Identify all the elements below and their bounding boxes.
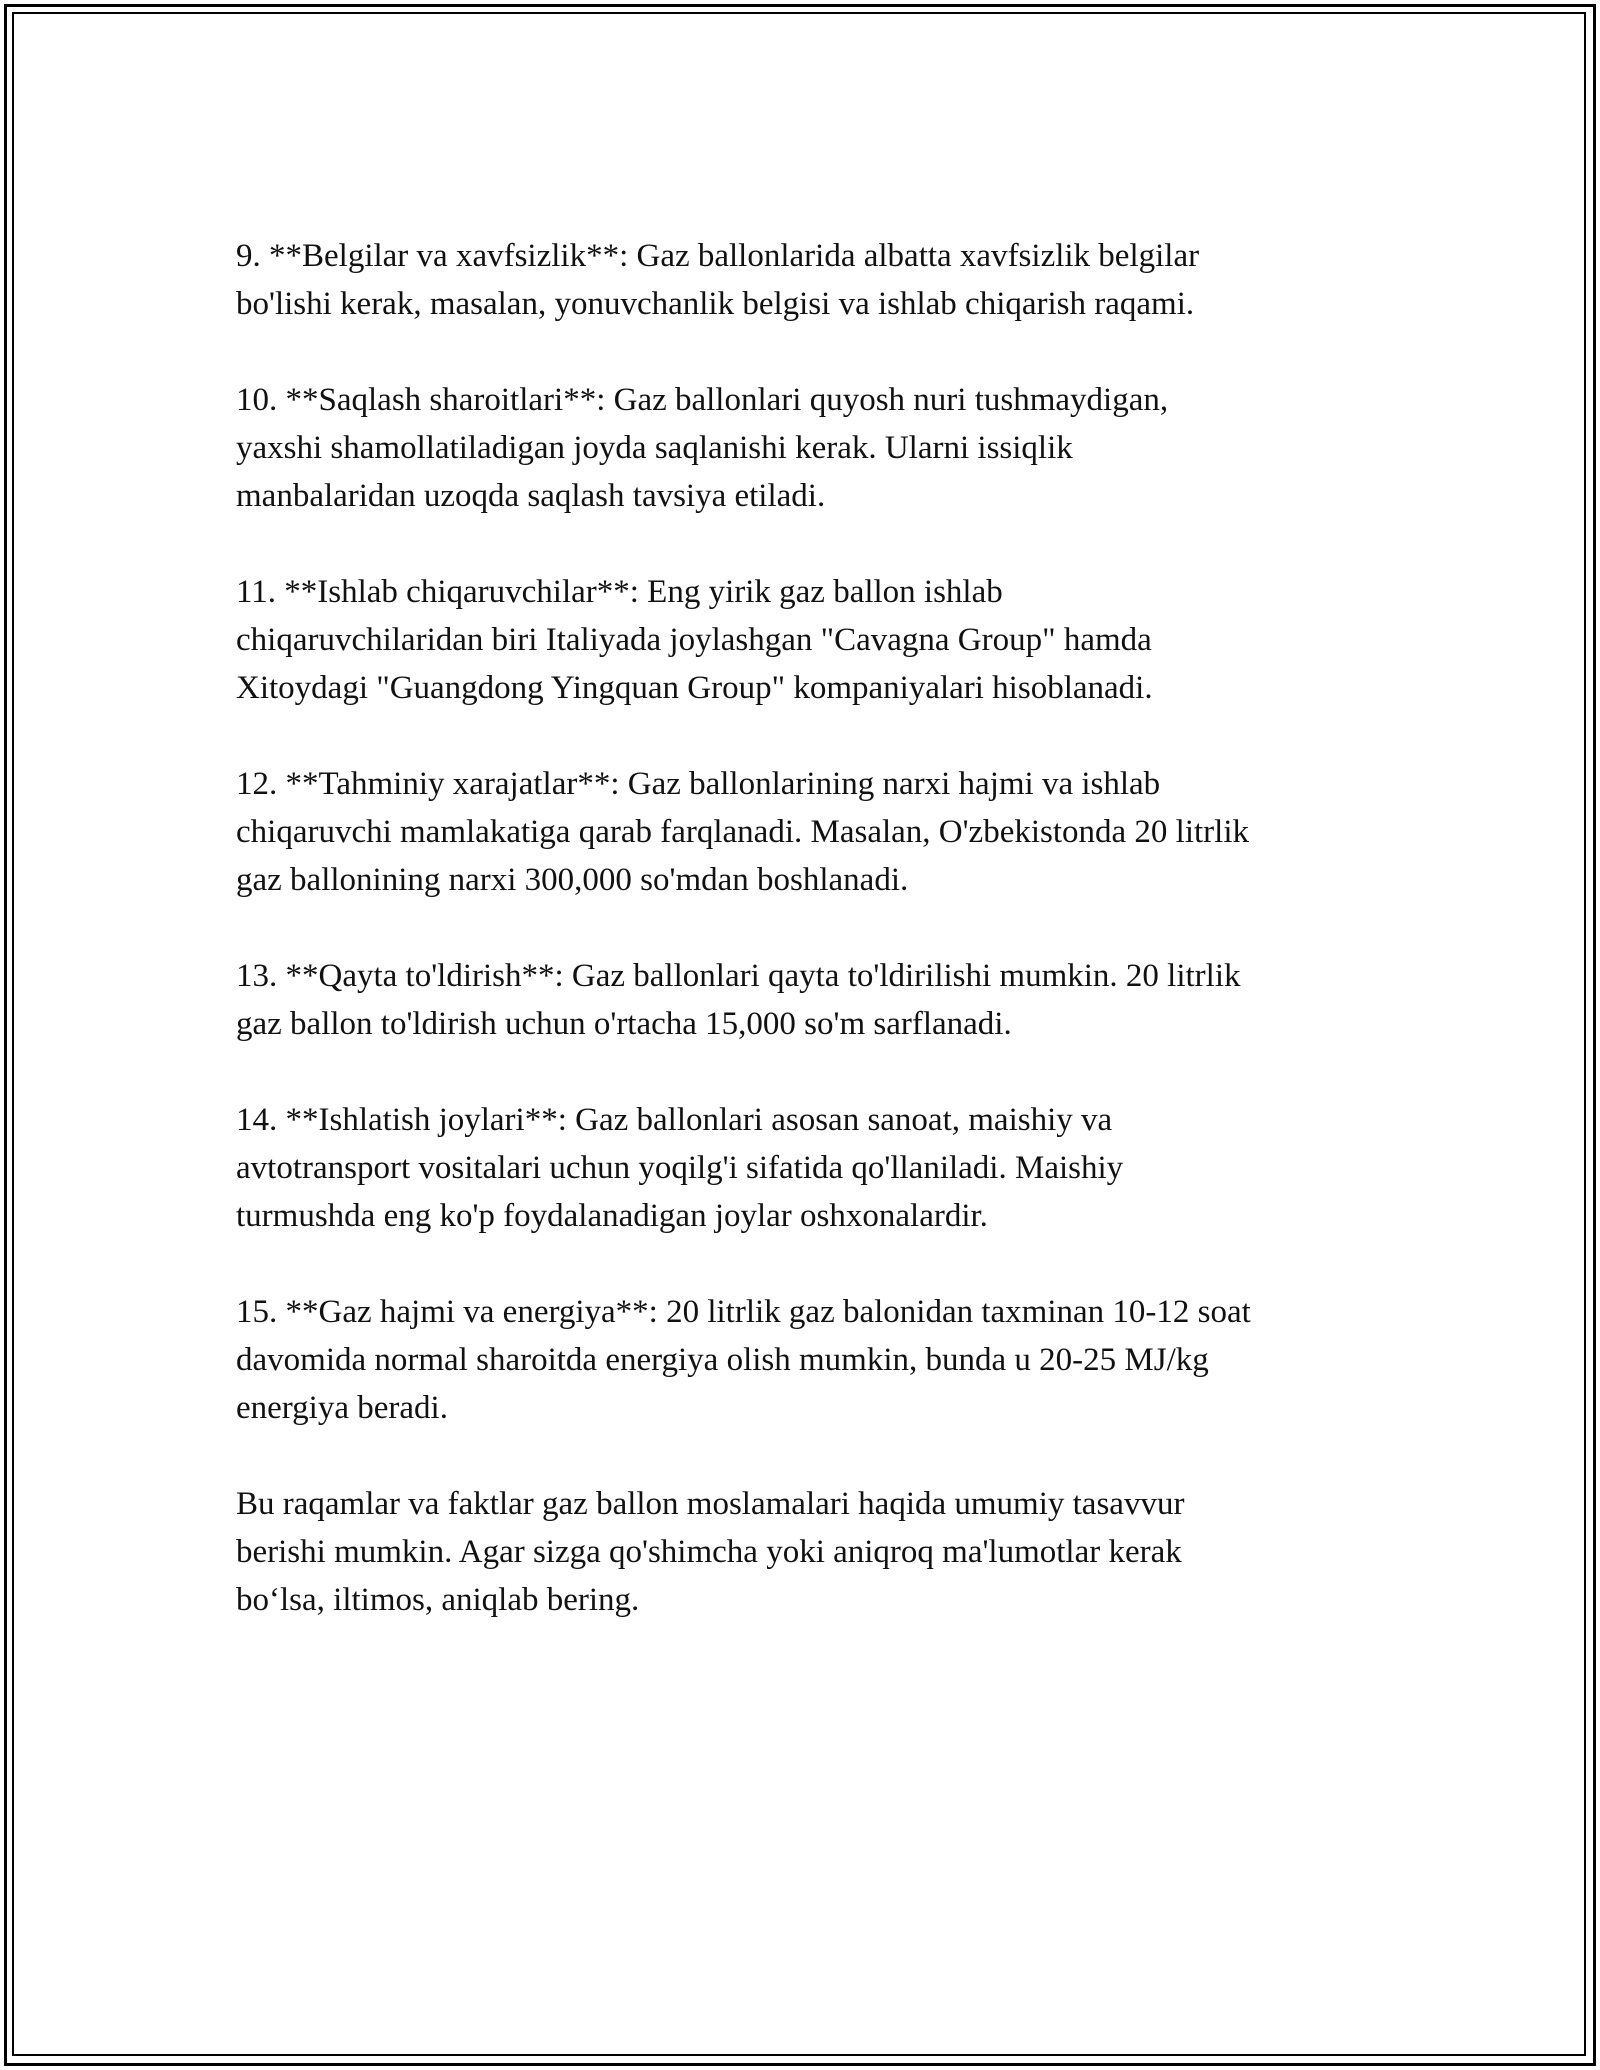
paragraph-item-15 [236, 1288, 1386, 1432]
text-line: 10. **Saqlash sharoitlari**: Gaz ballonlari quyosh nuri tushmaydigan, [236, 382, 1169, 418]
paragraph-item-12 [236, 760, 1386, 904]
paragraph-item-9 [236, 232, 1386, 328]
text-line: 11. **Ishlab chiqaruvchilar**: Eng yirik gaz ballon ishlab [236, 574, 1003, 610]
text-line: berishi mumkin. Agar sizga qo'shimcha yoki aniqroq ma'lumotlar kerak [236, 1534, 1182, 1570]
paragraph-item-14 [236, 1096, 1386, 1240]
text-line: turmushda eng ko'p foydalanadigan joylar oshxonalardir. [236, 1198, 988, 1234]
text-line: manbalaridan uzoqda saqlash tavsiya etiladi. [236, 478, 826, 514]
text-line: Bu raqamlar va faktlar gaz ballon moslamalari haqida umumiy tasavvur [236, 1486, 1185, 1522]
text-line: gaz ballon to'ldirish uchun o'rtacha 15,000 so'm sarflanadi. [236, 1006, 1012, 1042]
text-line: bo‘lsa, iltimos, aniqlab bering. [236, 1582, 640, 1618]
text-line: chiqaruvchilaridan biri Italiyada joylashgan "Cavagna Group" hamda [236, 622, 1152, 658]
paragraph-item-11 [236, 568, 1386, 712]
text-line: energiya beradi. [236, 1390, 448, 1426]
text-line: 13. **Qayta to'ldirish**: Gaz ballonlari qayta to'ldirilishi mumkin. 20 litrlik [236, 958, 1241, 994]
text-line: 14. **Ishlatish joylari**: Gaz ballonlari asosan sanoat, maishiy va [236, 1102, 1113, 1138]
text-line: 12. **Tahminiy xarajatlar**: Gaz ballonlarining narxi hajmi va ishlab [236, 766, 1161, 802]
text-line: 15. **Gaz hajmi va energiya**: 20 litrlik gaz balonidan taxminan 10-12 soat [236, 1294, 1251, 1330]
text-line: davomida normal sharoitda energiya olish mumkin, bunda u 20-25 MJ/kg [236, 1342, 1209, 1378]
text-line: yaxshi shamollatiladigan joyda saqlanishi kerak. Ularni issiqlik [236, 430, 1073, 466]
paragraph-item-13 [236, 952, 1386, 1048]
paragraph-item-10 [236, 376, 1386, 520]
text-line: bo'lishi kerak, masalan, yonuvchanlik belgisi va ishlab chiqarish raqami. [236, 286, 1195, 322]
closing-paragraph [236, 1480, 1386, 1624]
text-line: 9. **Belgilar va xavfsizlik**: Gaz ballonlarida albatta xavfsizlik belgilar [236, 238, 1200, 274]
text-line: avtotransport vositalari uchun yoqilg'i sifatida qo'llaniladi. Maishiy [236, 1150, 1124, 1186]
document-body [236, 232, 1386, 1624]
text-line: chiqaruvchi mamlakatiga qarab farqlanadi. Masalan, O'zbekistonda 20 litrlik [236, 814, 1250, 850]
text-line: gaz ballonining narxi 300,000 so'mdan boshlanadi. [236, 862, 909, 898]
text-line: Xitoydagi "Guangdong Yingquan Group" kompaniyalari hisoblanadi. [236, 670, 1153, 706]
